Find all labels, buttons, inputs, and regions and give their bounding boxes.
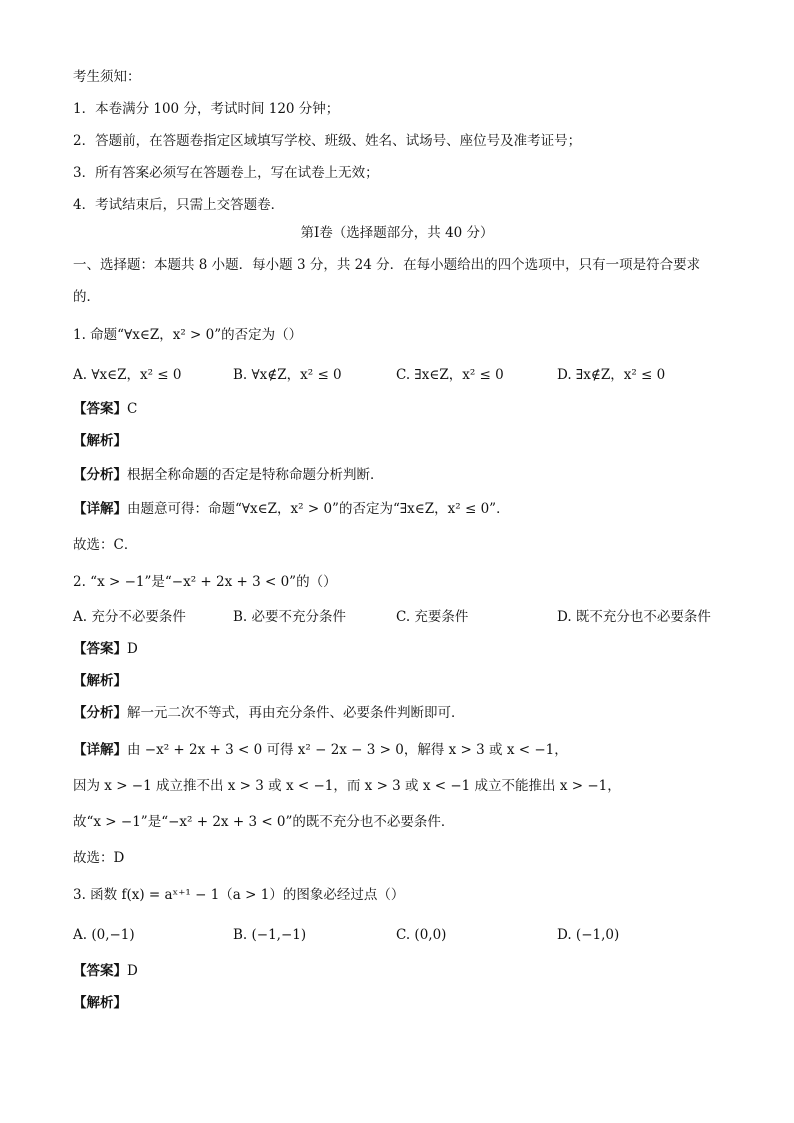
answer-value: D xyxy=(127,641,138,657)
question-2-analysis-label: 【解析】 xyxy=(73,673,127,689)
question-2-xiangjie xyxy=(73,741,568,759)
answer-value: C xyxy=(127,401,138,417)
question-2-fenxi xyxy=(73,704,465,722)
question-3-stem: 3. 函数 f(x) = aˣ⁺¹ − 1（a > 1）的图象必经过点（） xyxy=(73,887,405,903)
xiangjie-text: 由 −x² + 2x + 3 < 0 可得 x² − 2x − 3 > 0，解得 x > 3 或 x < −1， xyxy=(127,742,568,758)
notice-title: 考生须知： xyxy=(73,69,141,85)
fenxi-text: 根据全称命题的否定是特称命题分析判断． xyxy=(127,467,384,483)
notice-item-1: 1．本卷满分 100 分，考试时间 120 分钟； xyxy=(73,101,340,117)
question-2-choice: 故选：D xyxy=(73,850,125,866)
answer-label: 【答案】 xyxy=(73,641,127,657)
question-3-option-c: C. (0,0) xyxy=(396,927,447,943)
notice-item-4: 4．考试结束后，只需上交答题卷． xyxy=(73,197,285,213)
question-2-option-d: D. 既不充分也不必要条件 xyxy=(557,609,711,625)
question-1-option-a: A. ∀x∈Z，x² ≤ 0 xyxy=(73,367,182,383)
answer-value: D xyxy=(127,963,138,979)
question-1-analysis-label: 【解析】 xyxy=(73,433,127,449)
question-2-detail-line-3: 故“x > −1”是“−x² + 2x + 3 < 0”的既不充分也不必要条件． xyxy=(73,814,455,830)
xiangjie-label: 【详解】 xyxy=(73,742,127,758)
question-1-fenxi xyxy=(73,466,384,484)
question-2-option-b: B. 必要不充分条件 xyxy=(233,609,347,625)
answer-label: 【答案】 xyxy=(73,401,127,417)
notice-item-2: 2．答题前，在答题卷指定区域填写学校、班级、姓名、试场号、座位号及准考证号； xyxy=(73,133,582,149)
question-3-option-b: B. (−1,−1) xyxy=(233,927,307,943)
question-1-answer xyxy=(73,400,137,418)
question-1-xiangjie xyxy=(73,500,510,518)
question-2-answer xyxy=(73,640,138,658)
question-1-choice: 故选：C． xyxy=(73,537,138,553)
question-1-option-b: B. ∀x∉Z，x² ≤ 0 xyxy=(233,367,342,383)
answer-label: 【答案】 xyxy=(73,963,127,979)
question-2-option-a: A. 充分不必要条件 xyxy=(73,609,186,625)
question-1-stem: 1. 命题“∀x∈Z，x² > 0”的否定为（） xyxy=(73,327,303,343)
question-1-option-d: D. ∃x∉Z，x² ≤ 0 xyxy=(557,367,666,383)
question-3-analysis-label: 【解析】 xyxy=(73,995,127,1011)
xiangjie-label: 【详解】 xyxy=(73,501,127,517)
fenxi-text: 解一元二次不等式，再由充分条件、必要条件判断即可． xyxy=(127,705,465,721)
question-3-option-a: A. (0,−1) xyxy=(73,927,135,943)
question-3-option-d: D. (−1,0) xyxy=(557,927,620,943)
section-title: 第Ⅰ卷（选择题部分，共 40 分） xyxy=(300,225,494,241)
fenxi-label: 【分析】 xyxy=(73,705,127,721)
question-2-stem: 2. “x > −1”是“−x² + 2x + 3 < 0”的（） xyxy=(73,574,337,590)
notice-item-3: 3．所有答案必须写在答题卷上，写在试卷上无效； xyxy=(73,165,379,181)
question-3-answer xyxy=(73,962,138,980)
question-2-detail-line-2: 因为 x > −1 成立推不出 x > 3 或 x < −1，而 x > 3 或 x < −1 成立不能推出 x > −1， xyxy=(73,778,621,794)
section-intro-line-1: 一、选择题：本题共 8 小题．每小题 3 分，共 24 分．在每小题给出的四个选项中，只有一项是符合要求 xyxy=(73,257,701,273)
xiangjie-text: 由题意可得：命题“∀x∈Z，x² > 0”的否定为“∃x∈Z，x² ≤ 0”． xyxy=(127,501,510,517)
question-2-option-c: C. 充要条件 xyxy=(396,609,469,625)
fenxi-label: 【分析】 xyxy=(73,467,127,483)
section-intro-line-2: 的． xyxy=(73,289,100,305)
question-1-option-c: C. ∃x∈Z，x² ≤ 0 xyxy=(396,367,504,383)
